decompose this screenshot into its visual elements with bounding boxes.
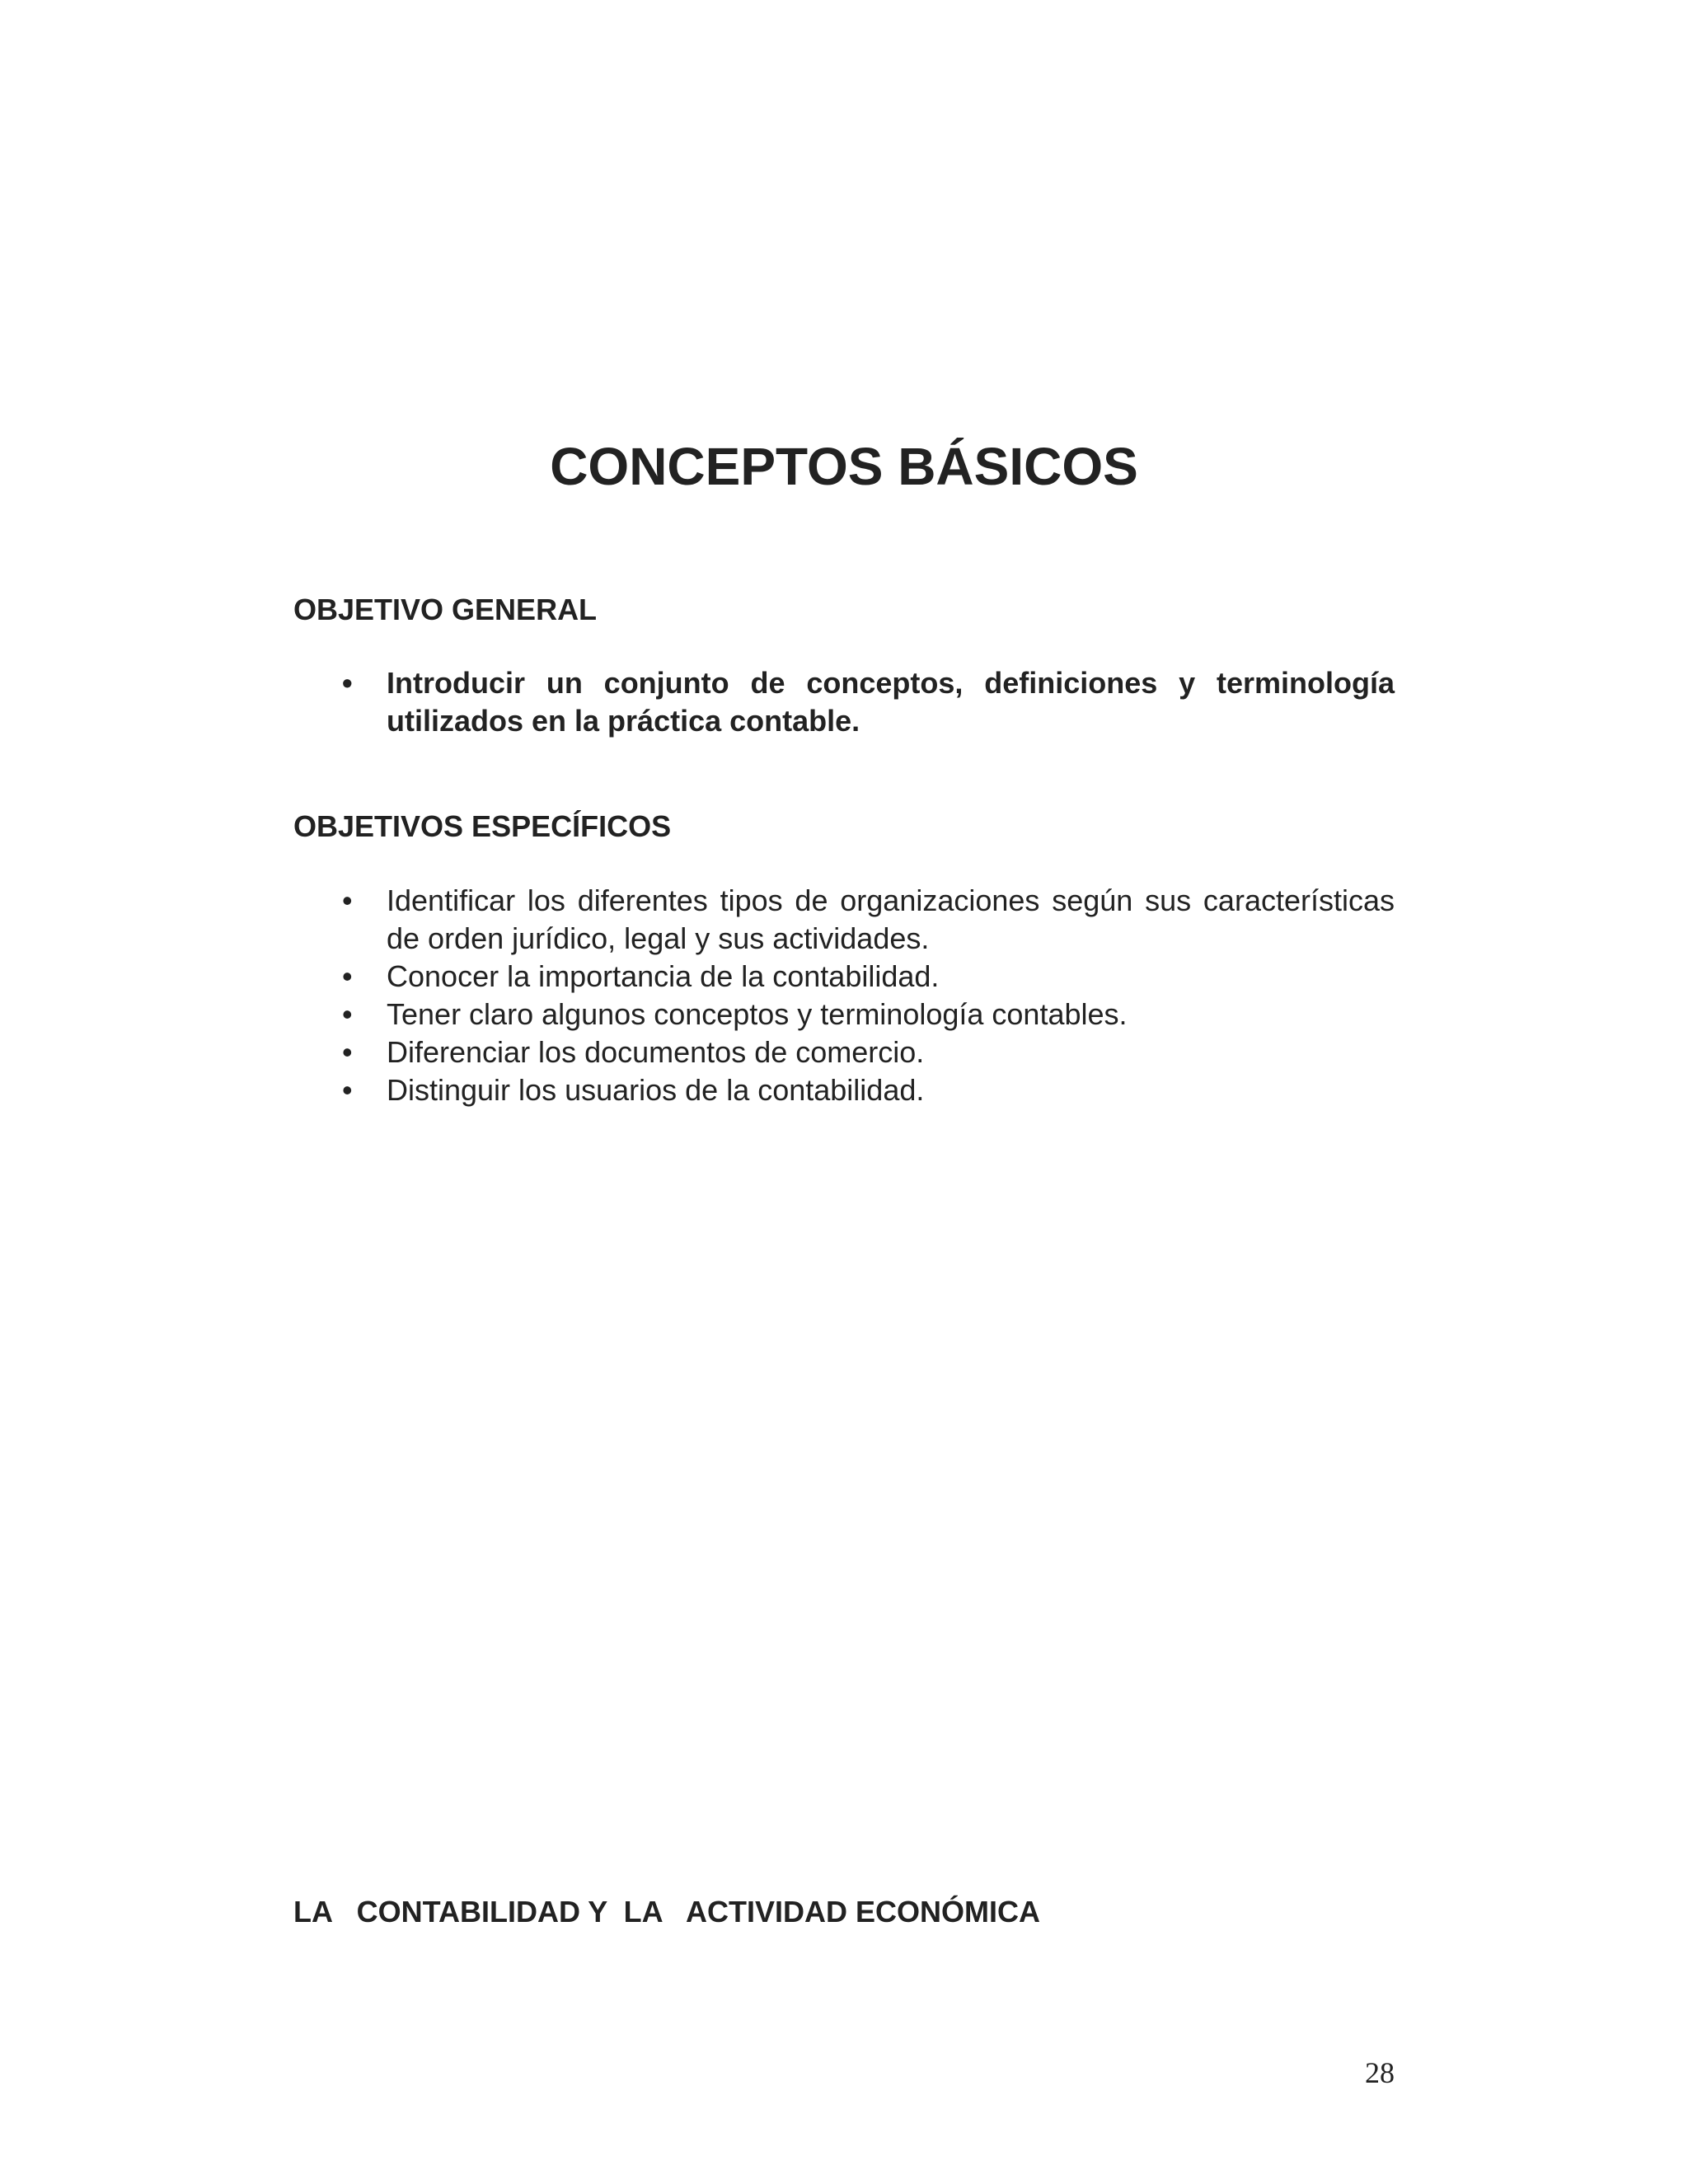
specific-objectives-heading: OBJETIVOS ESPECÍFICOS bbox=[293, 809, 672, 843]
bullet-icon: • bbox=[342, 1035, 353, 1069]
page-number: 28 bbox=[1365, 2056, 1395, 2089]
list-item bbox=[293, 1071, 1395, 1109]
list-item-text: Conocer la importancia de la contabilidad. bbox=[387, 959, 940, 993]
list-item-text: Introducir un conjunto de conceptos, definiciones y terminología utilizados en la práctica contable. bbox=[387, 666, 1395, 738]
list-item bbox=[293, 664, 1395, 740]
page-title: CONCEPTOS BÁSICOS bbox=[550, 437, 1138, 496]
bullet-icon: • bbox=[342, 883, 353, 917]
bullet-icon: • bbox=[342, 1073, 353, 1107]
general-objective-list bbox=[293, 664, 1395, 740]
list-item-text: Distinguir los usuarios de la contabilidad. bbox=[387, 1073, 925, 1107]
list-item bbox=[293, 882, 1395, 958]
specific-objectives-list bbox=[293, 882, 1395, 1109]
list-item bbox=[293, 996, 1395, 1033]
list-item bbox=[293, 958, 1395, 996]
bullet-icon: • bbox=[342, 666, 353, 700]
bullet-icon: • bbox=[342, 959, 353, 993]
list-item-text: Tener claro algunos conceptos y terminología contables. bbox=[387, 997, 1128, 1031]
next-section-heading: LA CONTABILIDAD Y LA ACTIVIDAD ECONÓMICA bbox=[293, 1895, 1040, 1929]
list-item-text: Identificar los diferentes tipos de organizaciones según sus características de orden jurídico, legal y sus actividades. bbox=[387, 883, 1395, 955]
general-objective-heading: OBJETIVO GENERAL bbox=[293, 593, 598, 626]
list-item bbox=[293, 1033, 1395, 1071]
list-item-text: Diferenciar los documentos de comercio. bbox=[387, 1035, 925, 1069]
bullet-icon: • bbox=[342, 997, 353, 1031]
